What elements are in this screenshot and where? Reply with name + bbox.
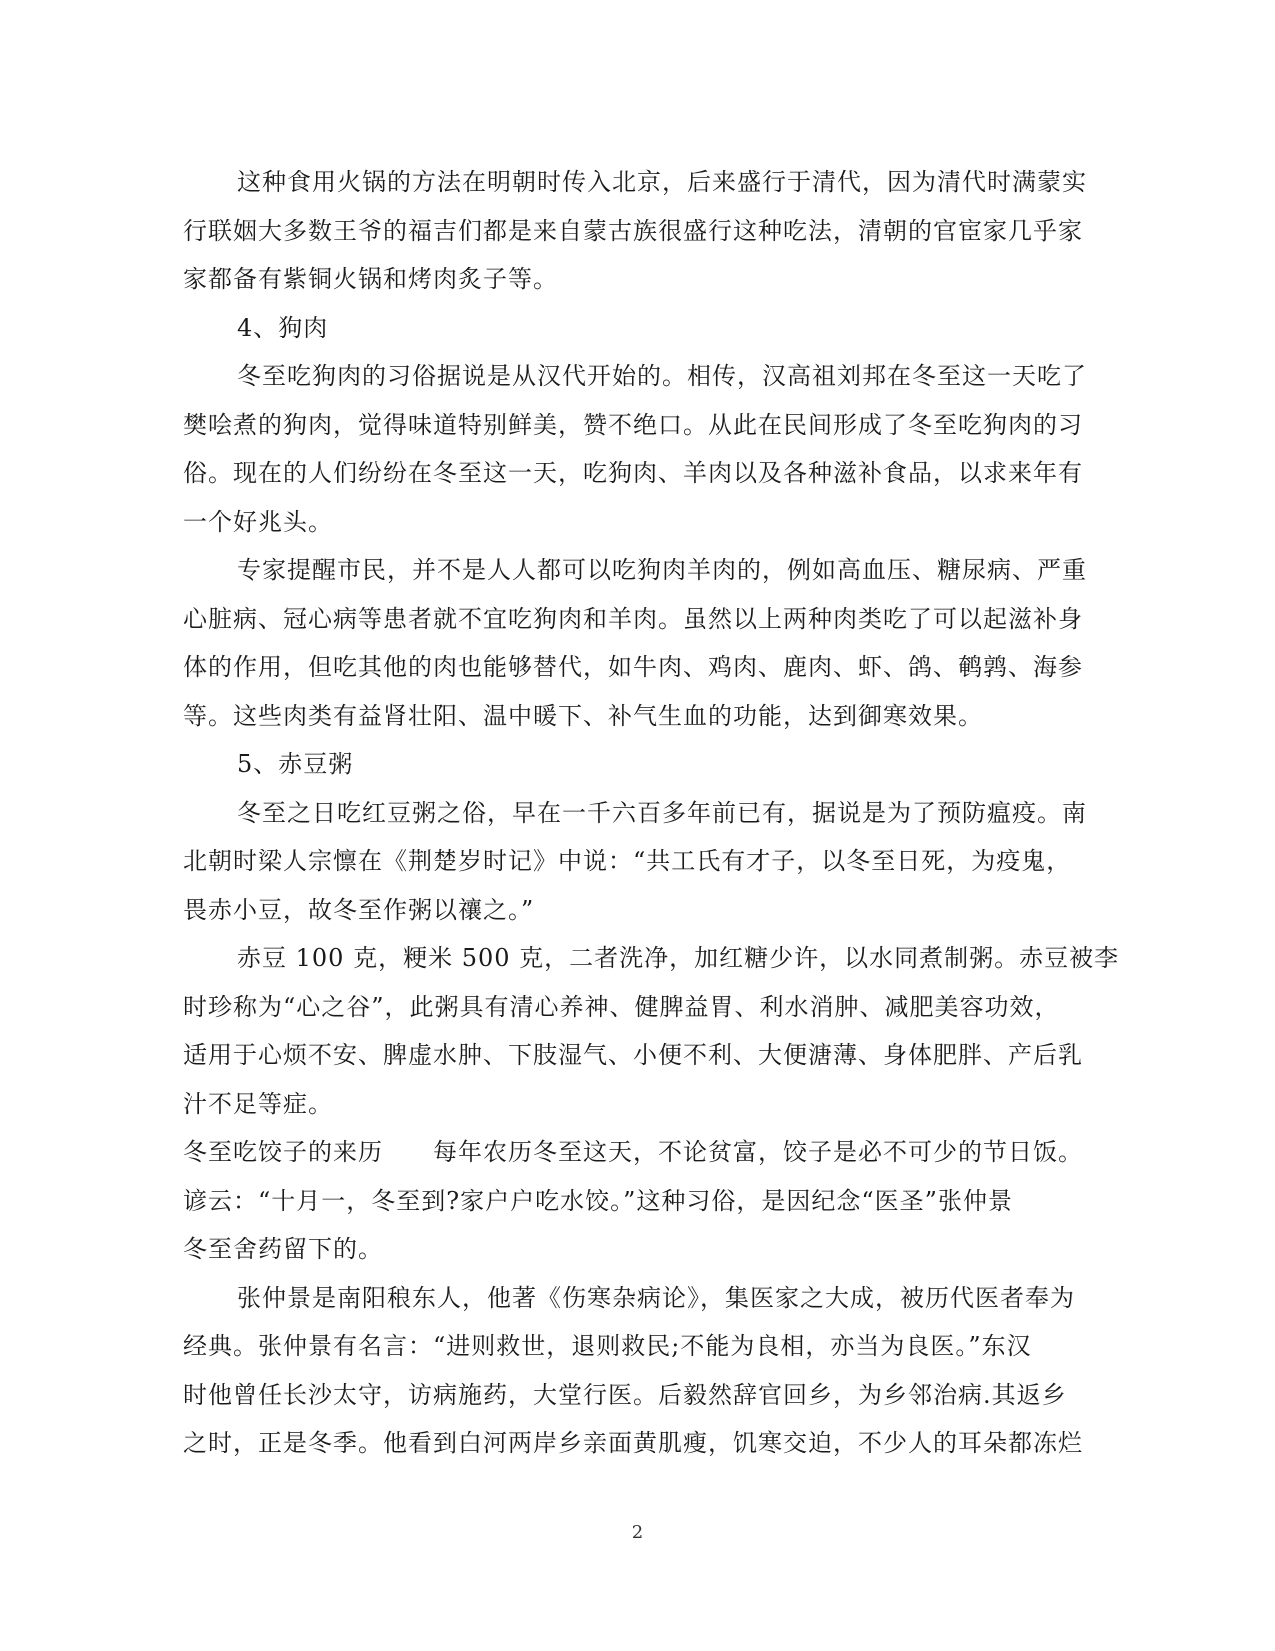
dumpling-origin-heading-line: 冬至吃饺子的来历 每年农历冬至这天，不论贫富，饺子是必不可少的节日饭。 [183, 1138, 1083, 1166]
paragraph-line: 体的作用，但吃其他的肉也能够替代，如牛肉、鸡肉、鹿肉、虾、鸽、鹌鹑、海参 [183, 653, 1083, 681]
paragraph-line: 家都备有紫铜火锅和烤肉炙子等。 [183, 265, 558, 293]
section-heading-dog-meat: 4、狗肉 [237, 313, 329, 342]
paragraph-line: 适用于心烦不安、脾虚水肿、下肢湿气、小便不利、大便溏薄、身体肥胖、产后乳 [183, 1041, 1083, 1069]
paragraph-line: 俗。现在的人们纷纷在冬至这一天，吃狗肉、羊肉以及各种滋补食品，以求来年有 [183, 459, 1083, 487]
paragraph-line: 时珍称为“心之谷”，此粥具有清心养神、健脾益胃、利水消肿、减肥美容功效， [183, 992, 1060, 1021]
paragraph-line: 时他曾任长沙太守，访病施药，大堂行医。后毅然辞官回乡，为乡邻治病.其返乡 [183, 1380, 1067, 1409]
paragraph-line: 冬至吃狗肉的习俗据说是从汉代开始的。相传，汉高祖刘邦在冬至这一天吃了 [237, 362, 1087, 390]
paragraph-line: 专家提醒市民，并不是人人都可以吃狗肉羊肉的，例如高血压、糖尿病、严重 [237, 556, 1087, 584]
paragraph-line: 北朝时梁人宗懔在《荆楚岁时记》中说：“共工氏有才子，以冬至日死，为疫鬼， [183, 847, 1072, 875]
paragraph-line: 畏赤小豆，故冬至作粥以禳之。” [183, 895, 535, 924]
paragraph-line: 冬至之日吃红豆粥之俗，早在一千六百多年前已有，据说是为了预防瘟疫。南 [237, 798, 1087, 827]
paragraph-line: 汁不足等症。 [183, 1089, 333, 1118]
paragraph-line: 一个好兆头。 [183, 507, 333, 536]
paragraph-line: 之时，正是冬季。他看到白河两岸乡亲面黄肌瘦，饥寒交迫，不少人的耳朵都冻烂 [183, 1429, 1083, 1457]
paragraph-line: 冬至舍药留下的。 [183, 1235, 383, 1263]
section-heading-red-bean-porridge: 5、赤豆粥 [237, 750, 354, 778]
document-body [183, 158, 1120, 1468]
paragraph-line: 谚云：“十月一，冬至到?家户户吃水饺。”这种习俗，是因纪念“医圣”张仲景 [183, 1186, 1013, 1215]
page-number: 2 [631, 1522, 644, 1543]
paragraph-line: 等。这些肉类有益肾壮阳、温中暖下、补气生血的功能，达到御寒效果。 [183, 701, 983, 730]
paragraph-line: 这种食用火锅的方法在明朝时传入北京，后来盛行于清代，因为清代时满蒙实 [237, 168, 1087, 196]
paragraph-line: 经典。张仲景有名言：“进则救世，退则救民;不能为良相，亦当为良医。”东汉 [183, 1332, 1032, 1360]
paragraph-line: 张仲景是南阳稂东人，他著《伤寒杂病论》，集医家之大成，被历代医者奉为 [237, 1283, 1075, 1312]
paragraph-line: 赤豆 100 克，粳米 500 克，二者洗净，加红糖少许，以水同煮制粥。赤豆被李 [237, 944, 1120, 972]
paragraph-line: 行联姻大多数王爷的福吉们都是来自蒙古族很盛行这种吃法，清朝的官宦家几乎家 [183, 216, 1083, 245]
paragraph-line: 心脏病、冠心病等患者就不宜吃狗肉和羊肉。虽然以上两种肉类吃了可以起滋补身 [183, 604, 1083, 633]
paragraph-line: 樊哙煮的狗肉，觉得味道特别鲜美，赞不绝口。从此在民间形成了冬至吃狗肉的习 [183, 410, 1083, 439]
